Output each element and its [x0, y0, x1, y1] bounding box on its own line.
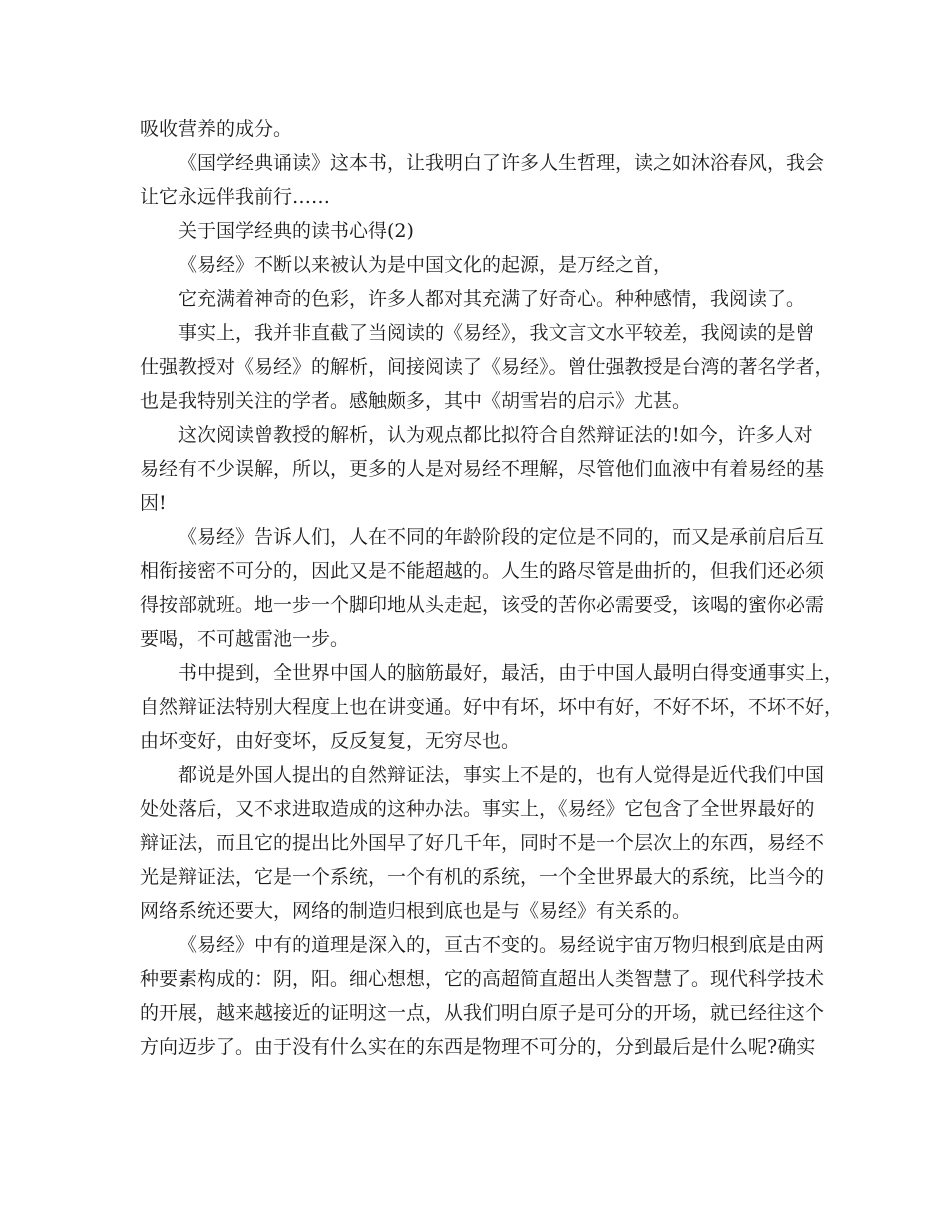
- text-line: 《国学经典诵读》这本书，让我明白了许多人生哲理，读之如沐浴春风，我会: [178, 152, 825, 174]
- text-line: 这次阅读曾教授的解析，认为观点都比拟符合自然辩证法的!如今，许多人对: [178, 424, 813, 446]
- text-line: 处处落后，又不求进取造成的这种办法。事实上，《易经》它包含了全世界最好的: [140, 798, 815, 820]
- text-line: 关于国学经典的读书心得(2): [178, 220, 414, 242]
- text-line: 方向迈步了。由于没有什么实在的东西是物理不可分的，分到最后是什么呢?确实: [140, 1036, 816, 1058]
- text-line: 光是辩证法，它是一个系统，一个有机的系统，一个全世界最大的系统，比当今的: [140, 866, 825, 888]
- text-line: 吸收营养的成分。: [140, 118, 293, 140]
- text-line: 因!: [140, 492, 167, 514]
- text-line: 种要素构成的：阴，阳。细心想想，它的高超简直超出人类智慧了。现代科学技术: [140, 968, 825, 990]
- text-line: 书中提到，全世界中国人的脑筋最好，最活，由于中国人最明白得变通事实上，: [178, 662, 844, 684]
- text-line: 的开展，越来越接近的证明这一点，从我们明白原子是可分的开场，就已经往这个: [140, 1002, 825, 1024]
- text-line: 《易经》告诉人们，人在不同的年龄阶段的定位是不同的，而又是承前启后互: [178, 526, 825, 548]
- text-line: 仕强教授对《易经》的解析，间接阅读了《易经》。曾仕强教授是台湾的著名学者，: [140, 356, 834, 378]
- text-line: 易经有不少误解，所以，更多的人是对易经不理解，尽管他们血液中有着易经的基: [140, 458, 825, 480]
- text-line: 《易经》不断以来被认为是中国文化的起源，是万经之首，: [178, 254, 673, 276]
- text-line: 自然辩证法特别大程度上也在讲变通。好中有坏，坏中有好，不好不坏，不坏不好，: [140, 696, 844, 718]
- text-line: 让它永远伴我前行……: [140, 186, 331, 208]
- text-line: 事实上，我并非直截了当阅读的《易经》，我文言文水平较差，我阅读的是曾: [178, 322, 815, 344]
- text-line: 辩证法，而且它的提出比外国早了好几千年，同时不是一个层次上的东西，易经不: [140, 832, 825, 854]
- text-line: 要喝，不可越雷池一步。: [140, 628, 350, 650]
- text-line: 它充满着神奇的色彩，许多人都对其充满了好奇心。种种感情，我阅读了。: [178, 288, 806, 310]
- document-body: [140, 112, 844, 1064]
- text-line: 网络系统还要大，网络的制造归根到底也是与《易经》有关系的。: [140, 900, 692, 922]
- text-line: 也是我特别关注的学者。感触颇多，其中《胡雪岩的启示》尤甚。: [140, 390, 692, 412]
- text-line: 都说是外国人提出的自然辩证法，事实上不是的，也有人觉得是近代我们中国: [178, 764, 825, 786]
- text-line: 《易经》中有的道理是深入的，亘古不变的。易经说宇宙万物归根到底是由两: [178, 934, 825, 956]
- text-line: 相衔接密不可分的，因此又是不能超越的。人生的路尽管是曲折的，但我们还必须: [140, 560, 825, 582]
- text-line: 由坏变好，由好变坏，反反复复，无穷尽也。: [140, 730, 521, 752]
- text-line: 得按部就班。地一步一个脚印地从头走起，该受的苦你必需要受，该喝的蜜你必需: [140, 594, 825, 616]
